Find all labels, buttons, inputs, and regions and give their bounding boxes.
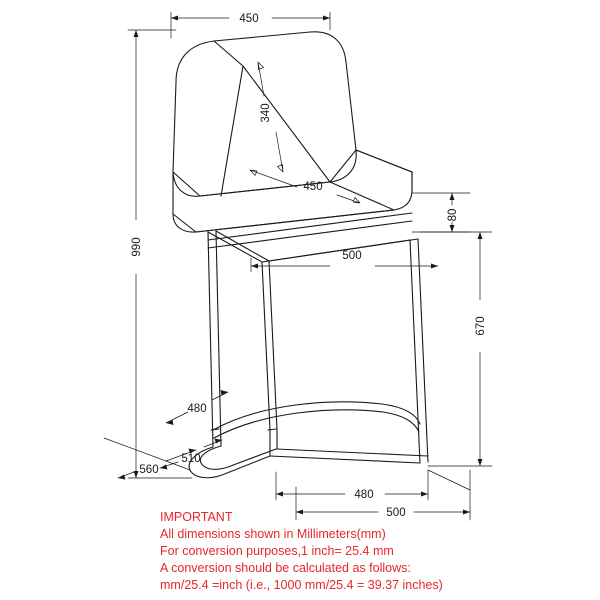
dim-seat-height: 670 xyxy=(475,316,487,336)
ext-670 xyxy=(420,232,492,466)
dim-base-depth-upper: 480 xyxy=(187,403,207,415)
seat-left-edge xyxy=(173,214,196,232)
dimline-450-seat-right xyxy=(337,195,360,203)
notes-line-2: For conversion purposes,1 inch= 25.4 mm xyxy=(160,544,394,558)
leg-front-right-outer xyxy=(410,240,420,463)
backrest-crease-left xyxy=(221,66,243,196)
dim-base-width-inner: 480 xyxy=(354,489,374,501)
leg-rear-right-inner xyxy=(269,261,277,429)
seat-cushion-outline xyxy=(173,150,412,232)
notes-heading: IMPORTANT xyxy=(160,510,233,524)
important-notes xyxy=(160,509,580,594)
ext-480-base xyxy=(276,470,428,500)
dim-base-side-right: 510 xyxy=(181,453,201,465)
leg-front-right-inner xyxy=(418,239,428,462)
seat-back-right-edge xyxy=(356,150,412,172)
arrow-670-bottom xyxy=(478,459,483,466)
backrest-crease-diagonal xyxy=(243,66,330,182)
notes-line-3: A conversion should be calculated as follows: xyxy=(160,561,411,575)
arrow-80-top xyxy=(450,193,455,200)
arrow-500-left xyxy=(251,264,258,269)
joint-tick-mid xyxy=(268,429,276,430)
arrow-990-top xyxy=(134,30,139,37)
footrest-curve-inner xyxy=(214,410,419,438)
ext-500-base-diag xyxy=(428,470,470,490)
dim-seat-back-width-top: 450 xyxy=(239,13,259,25)
leg-rear-left-outer xyxy=(208,232,213,447)
base-bottom-rail xyxy=(270,456,420,463)
arrow-670-top xyxy=(478,232,483,239)
backrest-crease-top xyxy=(214,41,243,66)
arrow-80-bottom xyxy=(450,225,455,232)
dimline-450-seat-left xyxy=(250,170,297,187)
notes-line-1: All dimensions shown in Millimeters(mm) xyxy=(160,527,386,541)
arrow-480b-right xyxy=(421,492,428,497)
footrest-curve-outer xyxy=(213,402,420,430)
dim-base-width-outer: 500 xyxy=(386,507,406,519)
arrow-510-left xyxy=(160,465,168,470)
dim-seat-thickness: 80 xyxy=(447,208,459,222)
dim-base-side-left: 560 xyxy=(139,464,159,476)
frame-rail-front xyxy=(208,213,412,240)
dimline-340-lower xyxy=(276,132,283,172)
dim-seat-depth-diagonal: 450 xyxy=(303,181,323,193)
base-bottom-rail-2 xyxy=(276,449,428,456)
arrow-top-right xyxy=(323,16,330,21)
arrow-top-left xyxy=(171,16,178,21)
dim-back-height-diagonal: 340 xyxy=(260,103,272,123)
arrow-480b-left xyxy=(276,492,283,497)
ext-seat-thickness xyxy=(412,193,470,232)
arrow-500-right xyxy=(431,264,438,269)
notes-line-4: mm/25.4 =inch (i.e., 1000 mm/25.4 = 39.37 inches) xyxy=(160,578,443,592)
leg-rear-right-outer xyxy=(262,262,270,430)
dim-overall-height: 990 xyxy=(131,237,143,257)
dim-seat-width-front: 500 xyxy=(342,250,362,262)
leg-rear-left-inner xyxy=(216,231,221,446)
